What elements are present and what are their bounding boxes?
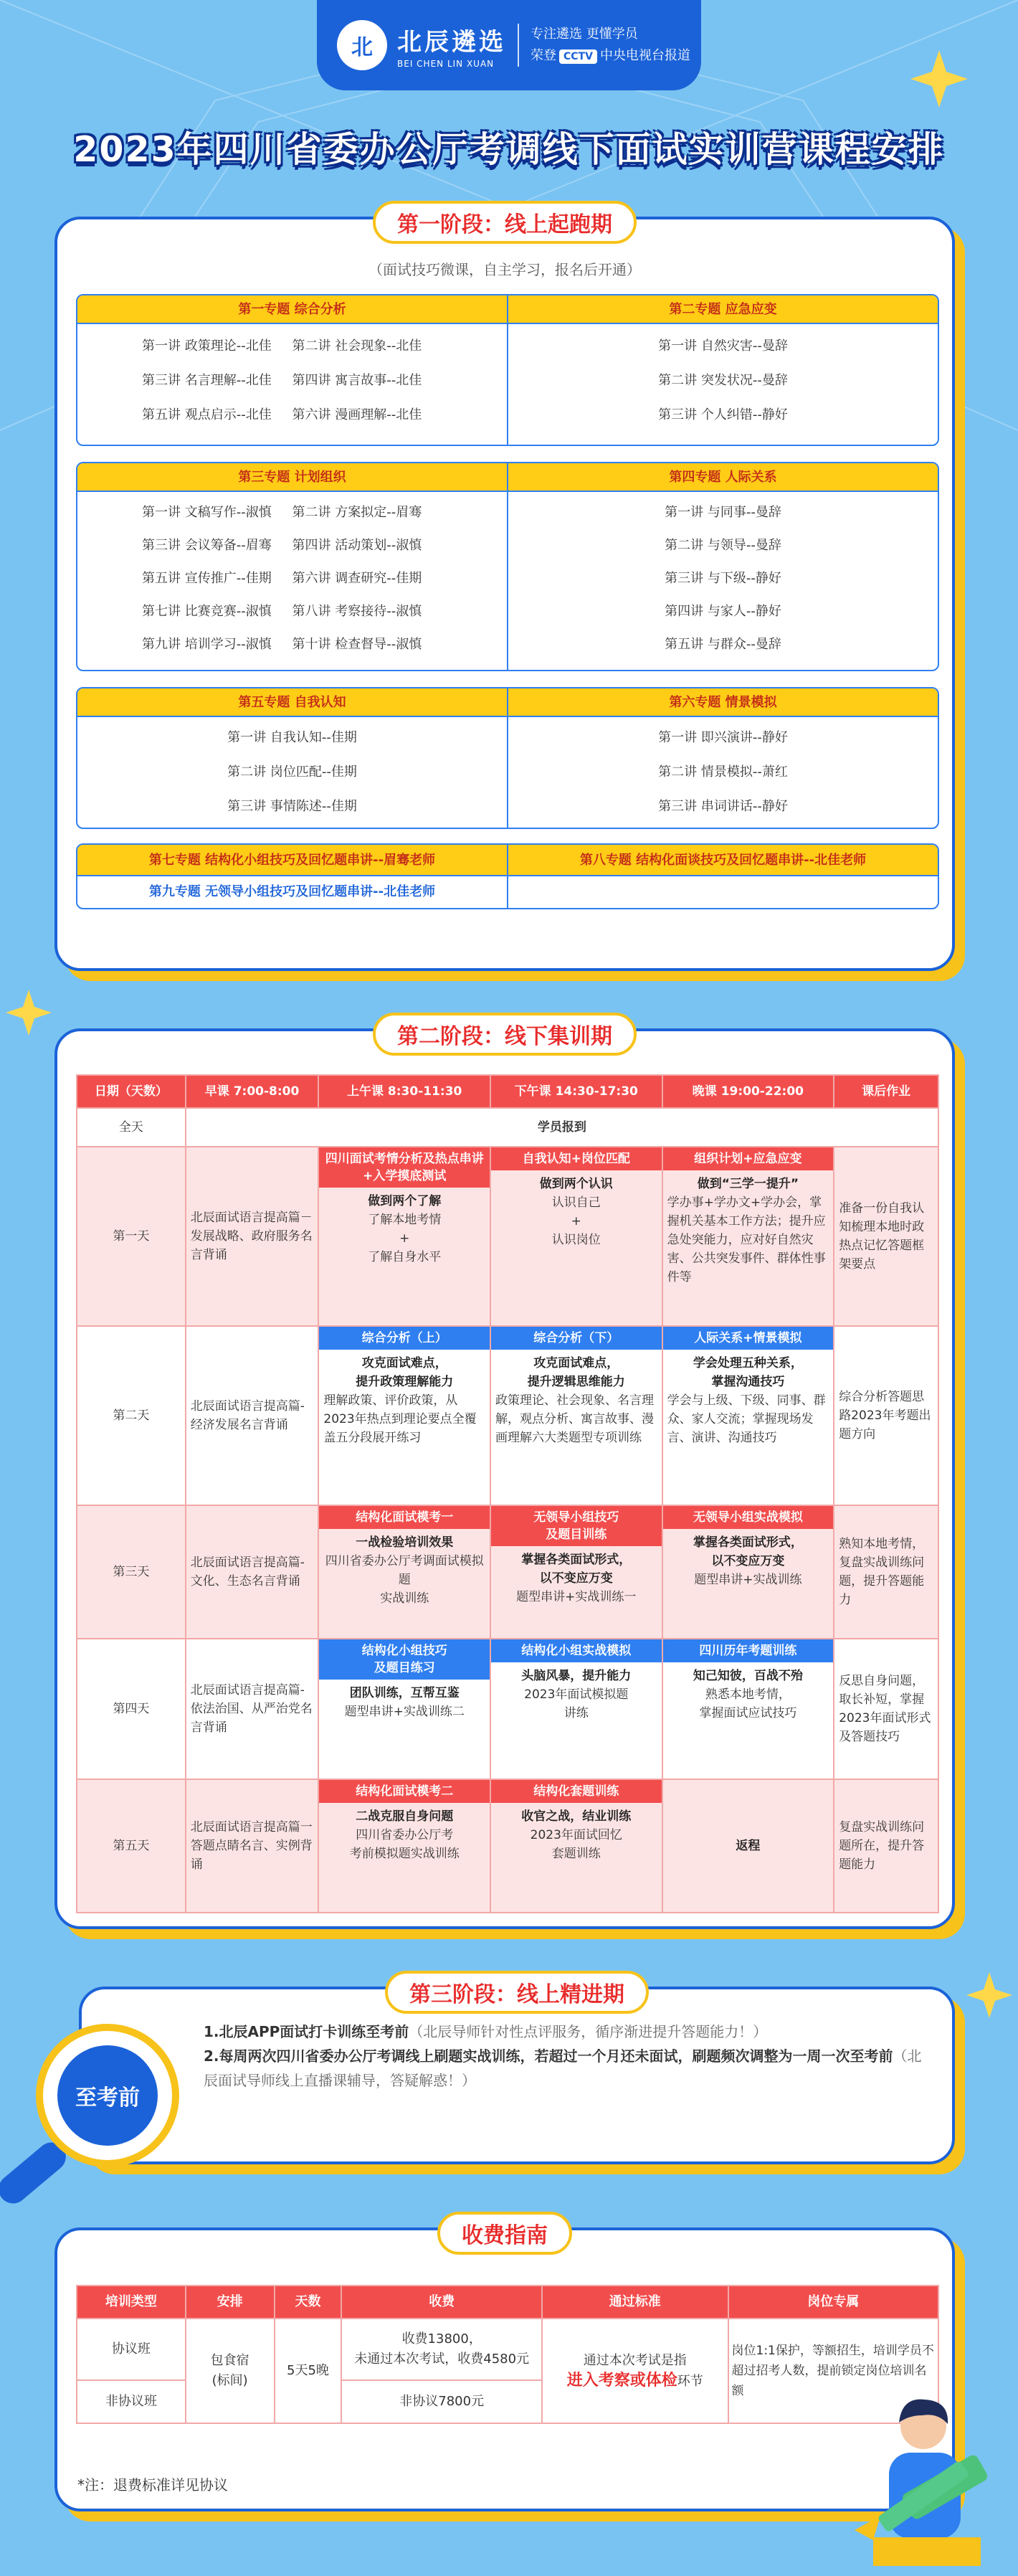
lecture-item: 第七讲 比赛竞赛--淑慎 <box>142 604 272 619</box>
lecture-item: 第一讲 自我认知--佳期 <box>227 730 357 745</box>
sparkle-icon <box>966 1972 1012 2018</box>
pm-class <box>490 1326 662 1505</box>
session-goal: 知己知彼，百战不殆 <box>693 1669 803 1683</box>
session-goal: 做到两个了解 <box>368 1194 442 1208</box>
lecture-item: 第二讲 突发状况--曼辞 <box>658 373 788 388</box>
session-detail: 题型串讲+实战训练二 <box>344 1705 465 1719</box>
session-tag: 结构化面试模考一 <box>319 1506 490 1529</box>
homework: 熟知本地考情，复盘实战训练问题，提升答题能力 <box>834 1505 938 1639</box>
pm-class <box>490 1505 662 1639</box>
module-8: 第八专题 结构化面谈技巧及回忆题串讲--北佳老师 <box>507 845 938 875</box>
module-row-2 <box>76 462 939 671</box>
lecture-item: 第六讲 漫画理解--北佳 <box>292 407 422 422</box>
table-row <box>77 1505 938 1639</box>
stage3-title: 第三阶段：线上精进期 <box>385 1971 649 2014</box>
stage3-line-1: 1.北辰APP面试打卡训练至考前（北辰导师针对性点评服务，循序渐进提升答题能力！） <box>204 2023 768 2040</box>
session-goal: 做到“三学一提升” <box>697 1177 799 1191</box>
session-goal: 掌握各类面试形式， 以不变应万变 <box>693 1535 803 1568</box>
lecture-item: 第五讲 宣传推广--佳期 <box>142 571 272 586</box>
day-label: 第三天 <box>77 1505 186 1639</box>
session-tag: 四川历年考题训练 <box>663 1639 834 1662</box>
pass-standard: 通过本次考试是指 进入考察或体检环节 <box>542 2319 728 2423</box>
stage4-title: 收费指南 <box>437 2212 572 2255</box>
table-row <box>77 2319 938 2380</box>
session-tag: 自我认知+岗位匹配 <box>491 1147 662 1170</box>
session-detail: 了解本地考情 + 了解自身水平 <box>368 1213 442 1264</box>
lecture-item: 第三讲 与下级--静好 <box>665 571 781 586</box>
ev-class <box>662 1779 834 1913</box>
session-tag: 无领导小组技巧 及题目训练 <box>491 1506 662 1546</box>
col-header: 天数 <box>275 2286 342 2319</box>
fee-nonprotocol: 非协议7800元 <box>341 2380 542 2423</box>
stage2-title: 第二阶段：线下集训期 <box>373 1013 637 1056</box>
lecture-item: 第五讲 与群众--曼辞 <box>665 637 781 652</box>
module-row-1 <box>76 294 939 446</box>
lecture-item: 第一讲 政策理论--北佳 <box>142 338 272 354</box>
module-empty <box>507 876 938 908</box>
session-tag: 结构化面试模考二 <box>319 1780 490 1803</box>
badge-text: 至考前 <box>57 2045 158 2146</box>
stage1-panel <box>54 212 955 971</box>
stage3-text <box>204 2019 931 2093</box>
session-tag: 组织计划+应急应变 <box>663 1147 834 1170</box>
am-class <box>318 1639 490 1779</box>
pm-class <box>490 1639 662 1779</box>
session-detail: 四川省委办公厅考调面试模拟题 实战训练 <box>325 1554 484 1606</box>
refund-note: *注：退费标准详见协议 <box>77 2476 228 2494</box>
lecture-item: 第四讲 活动策划--淑慎 <box>292 538 422 553</box>
lecture-item: 第二讲 与领导--曼辞 <box>665 538 781 553</box>
student-illustration-icon <box>830 2387 1002 2566</box>
col-header: 日期（天数） <box>77 1075 186 1108</box>
col-header: 培训类型 <box>77 2286 186 2319</box>
lecture-item: 第六讲 调查研究--佳期 <box>292 571 422 586</box>
stage1-subtitle: （面试技巧微课，自主学习，报名后开通） <box>368 261 641 278</box>
session-goal: 一战检验培训效果 <box>356 1535 454 1550</box>
col-header: 通过标准 <box>542 2286 728 2319</box>
early-class: 北辰面试语言提高篇-文化、生态名言背诵 <box>186 1505 319 1639</box>
session-goal: 做到两个认识 <box>539 1177 613 1191</box>
schedule-header-row <box>77 1075 938 1108</box>
table-row <box>77 1326 938 1505</box>
session-detail: 2023年面试模拟题 讲练 <box>524 1687 629 1720</box>
module-head: 第四专题 人际关系 <box>508 463 938 492</box>
session-tag: 结构化小组实战模拟 <box>491 1639 662 1662</box>
session-detail: 政策理论、社会现象、名言理解，观点分析、寓言故事、漫画理解六大类题型专项训练 <box>495 1393 654 1445</box>
pm-class <box>490 1779 662 1913</box>
lecture-item: 第三讲 会议筹备--眉骞 <box>142 538 272 553</box>
logo-emblem-icon: 北 <box>337 20 387 70</box>
lecture-item: 第三讲 事情陈述--佳期 <box>227 799 357 814</box>
session-detail: 学办事+学办文+学办会，掌握机关基本工作方法；提升应急处突能力，应对好自然灾害、公共突发事件、群体性事件等 <box>667 1195 826 1284</box>
table-row <box>77 1108 938 1147</box>
stage3-line-2: 2.每周两次四川省委办公厅考调线上刷题实战训练，若超过一个月还未面试，刷题频次调整为一周一次至考前（北辰面试导师线上直播课辅导，答疑解惑！） <box>204 2047 922 2089</box>
session-tag: 综合分析（下） <box>491 1327 662 1350</box>
magnifier-badge <box>36 2024 179 2167</box>
session-detail: 认识自己 + 认识岗位 <box>551 1195 601 1247</box>
duration: 5天5晚 <box>275 2319 342 2423</box>
table-row <box>77 1147 938 1326</box>
day-label: 第二天 <box>77 1326 186 1505</box>
session-tag: 结构化小组技巧 及题目练习 <box>319 1639 490 1680</box>
session-tag: 无领导小组实战模拟 <box>663 1506 834 1529</box>
homework: 反思自身问题，取长补短，掌握2023年面试形式及答题技巧 <box>834 1639 938 1779</box>
lecture-item: 第三讲 名言理解--北佳 <box>142 373 272 388</box>
session-tag: 人际关系+情景模拟 <box>663 1327 834 1350</box>
session-goal: 二战克服自身问题 <box>356 1809 454 1824</box>
lecture-item: 第二讲 情景模拟--萧红 <box>658 764 788 780</box>
allday-text: 学员报到 <box>186 1108 938 1147</box>
lecture-item: 第四讲 寓言故事--北佳 <box>292 373 422 388</box>
stage3-panel <box>79 1982 955 2164</box>
am-class <box>318 1505 490 1639</box>
module-7: 第七专题 结构化小组技巧及回忆题串讲--眉骞老师 <box>148 853 436 868</box>
early-class: 北辰面试语言提高篇－发展战略、政府服务名言背诵 <box>186 1147 319 1326</box>
session-detail: 题型串讲+实战训练 <box>694 1573 802 1587</box>
stage4-panel <box>54 2223 955 2511</box>
page-title: 2023年四川省委办公厅考调线下面试实训营课程安排 <box>73 129 945 170</box>
slogan-line-1: 专注遴选 更懂学员 <box>531 27 638 42</box>
module-head: 第六专题 情景模拟 <box>508 688 938 717</box>
fee-header-row <box>77 2286 938 2319</box>
session-tag: 四川面试考情分析及热点串讲+入学摸底测试 <box>319 1147 490 1188</box>
sparkle-icon <box>910 50 968 108</box>
stage1-title: 第一阶段：线上起跑期 <box>373 201 637 244</box>
cctv-logo: CCTV <box>559 49 597 64</box>
sparkle-icon <box>6 990 52 1036</box>
session-tag: 综合分析（上） <box>319 1327 490 1350</box>
session-detail: 理解政策、评价政策，从2023年热点到理论要点全覆盖五分段展开练习 <box>323 1393 477 1445</box>
table-row <box>77 1639 938 1779</box>
module-9: 第九专题 无领导小组技巧及回忆题串讲--北佳老师 <box>148 884 436 899</box>
col-header: 晚课 19:00-22:00 <box>662 1075 834 1108</box>
session-tag: 结构化套题训练 <box>491 1780 662 1803</box>
am-class <box>318 1147 490 1326</box>
col-header: 课后作业 <box>834 1075 938 1108</box>
brand-logo <box>317 0 701 90</box>
ev-class <box>662 1505 834 1639</box>
stage2-panel <box>54 1024 955 1929</box>
am-class <box>318 1779 490 1913</box>
homework: 准备一份自我认知梳理本地时政热点记忆答题框架要点 <box>834 1147 938 1326</box>
early-class: 北辰面试语言提高篇-依法治国、从严治党名言背诵 <box>186 1639 319 1779</box>
col-header: 收费 <box>341 2286 542 2319</box>
lecture-item: 第二讲 社会现象--北佳 <box>292 338 422 354</box>
module-head: 第一专题 综合分析 <box>77 295 507 324</box>
lecture-item: 第八讲 考察接待--淑慎 <box>292 604 422 619</box>
session-goal: 团队训练，互帮互鉴 <box>349 1686 460 1700</box>
brand-name-en: BEI CHEN LIN XUAN <box>397 58 495 69</box>
session-detail: 四川省委办公厅考 考前模拟题实战训练 <box>349 1828 460 1861</box>
class-type: 非协议班 <box>77 2380 186 2423</box>
lecture-item: 第一讲 即兴演讲--静好 <box>658 730 788 745</box>
early-class: 北辰面试语言提高篇-经济发展名言背诵 <box>186 1326 319 1505</box>
session-detail: 题型串讲+实战训练一 <box>516 1590 637 1604</box>
col-header: 安排 <box>186 2286 275 2319</box>
day-label: 第五天 <box>77 1779 186 1913</box>
session-goal: 返程 <box>736 1839 761 1853</box>
brand-name: 北辰遴选 <box>397 27 506 57</box>
schedule-table <box>76 1074 939 1913</box>
fee-table <box>76 2285 939 2424</box>
lecture-item: 第二讲 岗位匹配--佳期 <box>227 764 357 780</box>
module-head: 第五专题 自我认知 <box>77 688 507 717</box>
lecture-item: 第一讲 与同事--曼辞 <box>665 505 781 520</box>
module-row-3 <box>76 687 939 829</box>
session-goal: 收官之战，结业训练 <box>521 1809 632 1824</box>
col-header: 岗位专属 <box>728 2286 939 2319</box>
ev-class <box>662 1326 834 1505</box>
lecture-item: 第三讲 串词讲话--静好 <box>658 799 788 814</box>
fee-protocol: 收费13800， 未通过本次考试，收费4580元 <box>341 2319 542 2380</box>
col-header: 早课 7:00-8:00 <box>186 1075 319 1108</box>
class-type: 协议班 <box>77 2319 186 2380</box>
day-label: 第四天 <box>77 1639 186 1779</box>
homework: 综合分析答题思路2023年考题出题方向 <box>834 1326 938 1505</box>
day-label: 第一天 <box>77 1147 186 1326</box>
session-goal: 头脑风暴，提升能力 <box>521 1669 632 1683</box>
ev-class <box>662 1639 834 1779</box>
day-label: 全天 <box>77 1108 186 1147</box>
early-class: 北辰面试语言提高篇一答题点睛名言、实例背诵 <box>186 1779 319 1913</box>
homework: 复盘实战训练问题所在，提升答题能力 <box>834 1779 938 1913</box>
lecture-item: 第二讲 方案拟定--眉骞 <box>292 505 422 520</box>
table-row <box>77 1779 938 1913</box>
ev-class <box>662 1147 834 1326</box>
module-row-4 <box>76 843 939 909</box>
session-goal: 攻克面试难点， 提升逻辑思维能力 <box>527 1356 625 1389</box>
module-head: 第三专题 计划组织 <box>77 463 507 492</box>
col-header: 下午课 14:30-17:30 <box>490 1075 662 1108</box>
lecture-item: 第四讲 与家人--静好 <box>665 604 781 619</box>
post-exclusive: 岗位1:1保护，等额招生，培训学员不超过招考人数，提前锁定岗位培训名额 <box>728 2319 939 2423</box>
slogan-line-2: 荣登 CCTV 中央电视台报道 <box>531 48 690 63</box>
arrangement: 包食宿 (标间) <box>186 2319 275 2423</box>
session-detail: 2023年面试回忆 套题训练 <box>530 1828 622 1861</box>
lecture-item: 第九讲 培训学习--淑慎 <box>142 637 272 652</box>
am-class <box>318 1326 490 1505</box>
session-detail: 学会与上级、下级、同事、群众、家人交流；掌握现场发言、演讲、沟通技巧 <box>667 1393 826 1445</box>
pm-class <box>490 1147 662 1326</box>
lecture-item: 第一讲 文稿写作--淑慎 <box>142 505 272 520</box>
logo-divider <box>518 24 519 67</box>
lecture-item: 第五讲 观点启示--北佳 <box>142 407 272 422</box>
col-header: 上午课 8:30-11:30 <box>318 1075 490 1108</box>
lecture-item: 第十讲 检查督导--淑慎 <box>292 637 422 652</box>
session-goal: 攻克面试难点， 提升政策理解能力 <box>356 1356 454 1389</box>
session-goal: 掌握各类面试形式， 以不变应万变 <box>521 1553 632 1586</box>
lecture-item: 第三讲 个人纠错--静好 <box>658 407 788 422</box>
session-detail: 熟悉本地考情， 掌握面试应试技巧 <box>699 1687 797 1720</box>
lecture-item: 第一讲 自然灾害--曼辞 <box>658 338 788 354</box>
module-head: 第二专题 应急应变 <box>508 295 938 324</box>
session-goal: 学会处理五种关系， 掌握沟通技巧 <box>693 1356 803 1389</box>
